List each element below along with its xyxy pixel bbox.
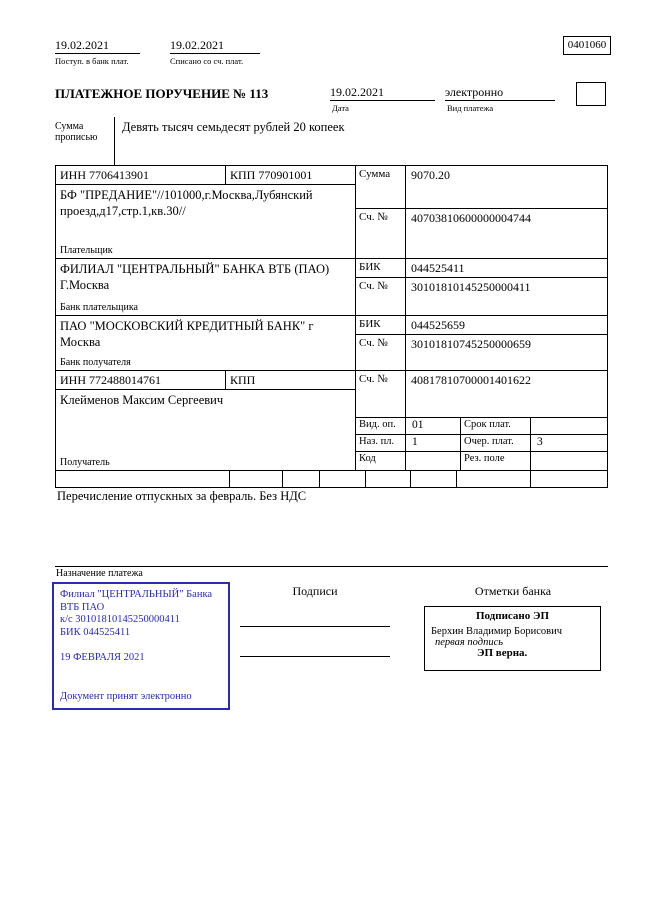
tax-field-cell xyxy=(366,471,411,487)
payer-bank-bik-label: БИК xyxy=(356,259,406,277)
tax-field-cell xyxy=(457,471,531,487)
priority-label: Очер. плат. xyxy=(461,435,531,451)
payment-kind-label: Вид платежа xyxy=(447,103,494,113)
date-debited-value: 19.02.2021 xyxy=(170,38,260,54)
tax-field-cell xyxy=(56,471,230,487)
payer-section xyxy=(56,166,607,259)
reserve-label: Рез. поле xyxy=(461,452,531,470)
code-value xyxy=(406,452,461,470)
tax-field-cell xyxy=(411,471,457,487)
bank-marks-label: Отметки банка xyxy=(474,584,552,598)
stamp-line: к/с 30101810145250000411 xyxy=(60,614,180,625)
payer-account-value: 40703810600000004744 xyxy=(411,211,531,225)
document-date-label: Дата xyxy=(332,103,349,113)
tax-field-cell xyxy=(320,471,366,487)
payment-table xyxy=(55,165,608,488)
purpose-label: Назначение платежа xyxy=(56,568,143,579)
tax-field-cell xyxy=(531,471,607,487)
payer-bank-account-value: 30101810145250000411 xyxy=(411,280,531,294)
pay-term-label: Срок плат. xyxy=(461,418,531,434)
payer-bank-account-label: Сч. № xyxy=(356,278,406,315)
payee-label: Получатель xyxy=(60,457,110,468)
sum-value: 9070.20 xyxy=(411,168,450,182)
stamp-line: ВТБ ПАО xyxy=(60,601,105,613)
tax-fields-row xyxy=(56,471,607,487)
purpose-text: Перечисление отпускных за февраль. Без НДС xyxy=(57,489,307,503)
payee-bank-section xyxy=(56,316,607,371)
esign-name: Берхин Владимир Борисович xyxy=(431,626,562,637)
esign-title: Подписано ЭП xyxy=(475,610,550,622)
amount-words-block xyxy=(55,117,608,165)
payee-bank-account-value: 30101810745250000659 xyxy=(411,337,531,351)
payee-bank-bik-value: 044525659 xyxy=(411,318,465,332)
bank-stamp xyxy=(52,582,230,710)
pay-term-value xyxy=(531,418,607,434)
reserve-value xyxy=(531,452,607,470)
payer-bank-name: ФИЛИАЛ "ЦЕНТРАЛЬНЫЙ" БАНКА ВТБ (ПАО) Г.Москва xyxy=(60,262,330,292)
date-received-label: Поступ. в банк плат. xyxy=(55,56,129,66)
document-title: ПЛАТЕЖНОЕ ПОРУЧЕНИЕ № 113 xyxy=(55,86,269,101)
code-label: Код xyxy=(356,452,406,470)
tax-field-cell xyxy=(230,471,283,487)
payment-kind-value: электронно xyxy=(445,85,555,101)
stamp-line: Филиал "ЦЕНТРАЛЬНЫЙ" Банка xyxy=(60,589,213,600)
payee-bank-label: Банк получателя xyxy=(60,357,131,368)
priority-value: 3 xyxy=(537,436,543,448)
date-received-value: 19.02.2021 xyxy=(55,38,140,54)
stamp-line: Документ принят электронно xyxy=(60,690,192,702)
op-type-value: 01 xyxy=(406,418,461,434)
payee-account-value: 40817810700001401622 xyxy=(411,373,531,387)
payee-name: Клейменов Максим Сергеевич xyxy=(60,393,224,407)
payee-kpp: КПП xyxy=(230,373,256,387)
payer-bank-section xyxy=(56,259,607,316)
payer-bank-bik-value: 044525411 xyxy=(411,261,465,275)
purpose-code-value: 1 xyxy=(406,435,461,451)
payee-account-label: Сч. № xyxy=(356,371,406,417)
signatures-label: Подписи xyxy=(292,584,338,598)
signature-line-1 xyxy=(240,626,390,627)
payee-section xyxy=(56,371,607,471)
payer-inn: ИНН 7706413901 xyxy=(56,166,226,184)
form-code-box: 0401060 xyxy=(563,36,611,55)
payee-inn: ИНН 772488014761 xyxy=(56,371,226,389)
stamp-line: БИК 044525411 xyxy=(60,626,131,638)
purpose-code-label: Наз. пл. xyxy=(356,435,406,451)
payee-bank-name: ПАО "МОСКОВСКИЙ КРЕДИТНЫЙ БАНК" г Москва xyxy=(60,319,314,349)
esign-sign-type: первая подпись xyxy=(435,637,504,648)
payer-account-label: Сч. № xyxy=(356,209,406,258)
payer-label: Плательщик xyxy=(60,245,113,256)
payee-bank-account-label: Сч. № xyxy=(356,335,406,370)
sum-label: Сумма xyxy=(356,166,406,208)
payment-kind-box xyxy=(576,82,606,106)
signature-line-2 xyxy=(240,656,390,657)
payer-bank-label: Банк плательщика xyxy=(60,302,138,313)
payer-name: БФ "ПРЕДАНИЕ"//101000,г.Москва,Лубянский проезд,д17,стр.1,кв.30// xyxy=(60,188,313,218)
op-type-label: Вид. оп. xyxy=(356,418,406,434)
payer-kpp: КПП 770901001 xyxy=(230,168,313,182)
payee-bank-bik-label: БИК xyxy=(356,316,406,334)
esign-verified: ЭП верна. xyxy=(477,647,528,659)
date-debited-label: Списано со сч. плат. xyxy=(170,56,244,66)
tax-field-cell xyxy=(283,471,320,487)
stamp-line: 19 ФЕВРАЛЯ 2021 xyxy=(60,652,145,663)
amount-words-value: Девять тысяч семьдесят рублей 20 копеек xyxy=(122,120,345,134)
purpose-divider xyxy=(55,566,608,567)
document-date-value: 19.02.2021 xyxy=(330,85,435,101)
amount-words-label: Сумма прописью xyxy=(55,117,115,165)
esign-box xyxy=(424,606,601,671)
